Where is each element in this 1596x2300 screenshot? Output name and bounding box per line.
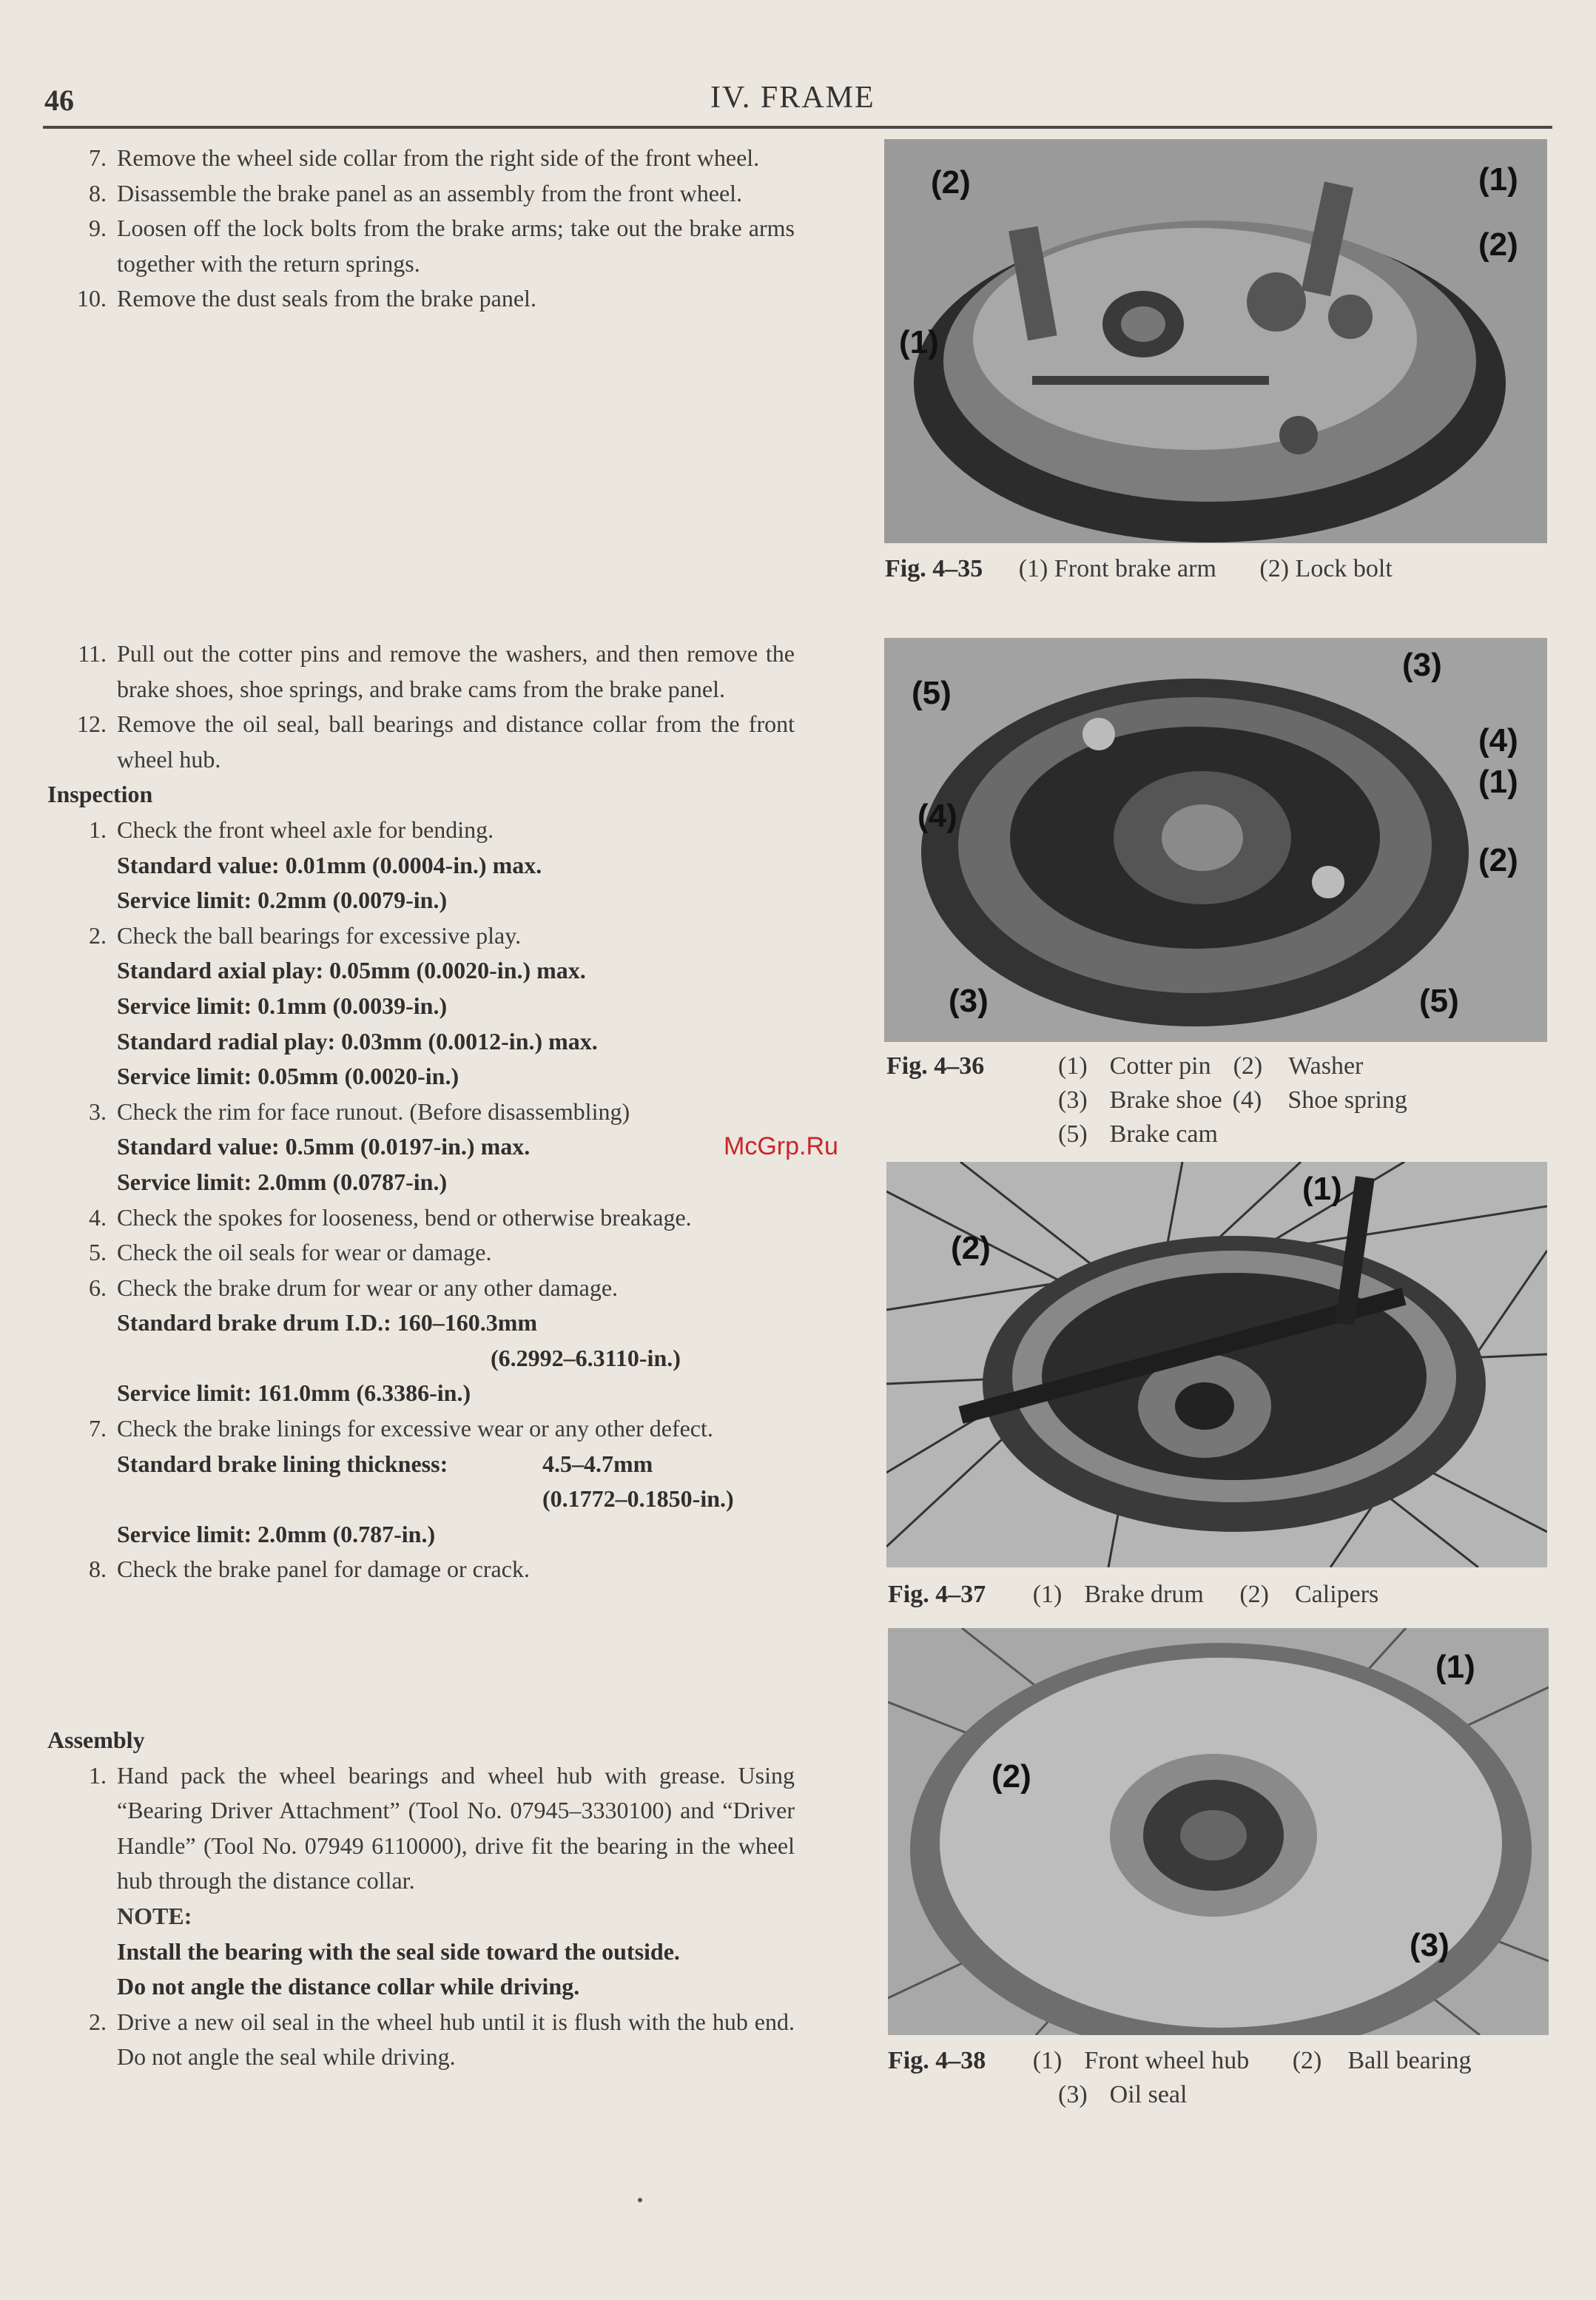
figure-4-38-caption: Fig. 4–38 (1) Front wheel hub (2) Ball bearing — [888, 2047, 1472, 2074]
fig38-legend-row-2: (3) Oil seal — [1058, 2081, 1188, 2108]
fig37-callout: (1) — [1302, 1171, 1342, 1207]
figure-4-37-caption: Fig. 4–37 (1) Brake drum (2) Calipers — [888, 1581, 1379, 1608]
spec-drum-standard: Standard brake drum I.D.: 160–160.3mm — [117, 1309, 538, 1336]
figure-4-35-caption: Fig. 4–35 (1) Front brake arm (2) Lock bolt — [885, 555, 1393, 582]
spec-axial-limit: Service limit: 0.1mm (0.0039-in.) — [117, 992, 448, 1019]
figure-4-36-photo — [884, 638, 1547, 1042]
fig36-callout: (3) — [949, 983, 989, 1019]
disassembly-steps-top — [47, 141, 795, 317]
step-10: 10. Remove the dust seals from the brake panel. — [77, 285, 536, 312]
fig38-callout: (2) — [991, 1758, 1031, 1795]
fig36-callout: (3) — [1402, 647, 1442, 683]
inspection-step-8: 8. Check the brake panel for damage or crack. — [89, 1556, 530, 1583]
inspection-step-1: 1. Check the front wheel axle for bending. — [89, 816, 494, 843]
assembly-step-2: 2. Drive a new oil seal in the wheel hub until it is flush with the hub end. Do not angle the seal while driving. — [89, 2008, 795, 2071]
spec-drum-limit: Service limit: 161.0mm (6.3386-in.) — [117, 1379, 471, 1407]
fig36-callout: (4) — [1478, 722, 1518, 759]
spec-lining-standard: Standard brake lining thickness: 4.5–4.7mm — [117, 1450, 653, 1477]
inspection-step-3: 3. Check the rim for face runout. (Before disassembling) — [89, 1097, 630, 1125]
step-11: 11. Pull out the cotter pins and remove the washers, and then remove the brake shoes, shoe springs, and brake cams from the brake panel. — [78, 640, 795, 702]
figure-4-35-photo — [884, 139, 1547, 543]
fig36-legend-row-1: (1) Cotter pin (2) Washer — [1058, 1052, 1364, 1080]
fig35-callout: (1) — [899, 324, 939, 360]
inspection-heading: Inspection — [47, 781, 153, 808]
fig38-callout: (1) — [1435, 1649, 1475, 1685]
spec-runout-standard: Standard value: 0.5mm (0.0197-in.) max. — [117, 1133, 531, 1160]
figure-4-37-photo — [886, 1162, 1547, 1567]
brake-drum-illustration — [886, 1162, 1547, 1567]
fig35-callout: (2) — [931, 164, 971, 201]
page-speck — [638, 2198, 642, 2202]
header-rule — [43, 126, 1552, 129]
inspection-step-5: 5. Check the oil seals for wear or damage. — [89, 1239, 492, 1266]
note-label: NOTE: — [117, 1902, 192, 1929]
spec-runout-limit: Service limit: 2.0mm (0.0787-in.) — [117, 1168, 448, 1195]
step-9: 9. Loosen off the lock bolts from the brake arms; take out the brake arms together with the return springs. — [89, 215, 795, 277]
disassembly-steps-mid — [47, 636, 795, 1587]
spec-lining-standard-in: (0.1772–0.1850-in.) — [542, 1485, 734, 1513]
assembly-section — [47, 1723, 795, 2075]
fig35-callout: (1) — [1478, 161, 1518, 198]
inspection-step-6: 6. Check the brake drum for wear or any other damage. — [89, 1274, 619, 1301]
wheel-hub-illustration — [888, 1628, 1549, 2035]
fig36-legend-row-3: (5) Brake cam — [1058, 1120, 1218, 1148]
fig36-legend-row-2: (3) Brake shoe (4) Shoe spring — [1058, 1086, 1407, 1114]
step-8: 8. Disassemble the brake panel as an assembly from the front wheel. — [89, 179, 743, 206]
spec-lining-limit: Service limit: 2.0mm (0.787-in.) — [117, 1520, 436, 1547]
fig35-callout: (2) — [1478, 226, 1518, 263]
spec-axle-standard: Standard value: 0.01mm (0.0004-in.) max. — [117, 851, 542, 878]
note-line-1: Install the bearing with the seal side toward the outside. — [117, 1937, 680, 1965]
fig36-callout: (2) — [1478, 842, 1518, 878]
page-number: 46 — [44, 84, 74, 117]
section-title: IV. FRAME — [710, 81, 875, 115]
assembly-heading: Assembly — [47, 1726, 145, 1753]
spec-axle-limit: Service limit: 0.2mm (0.0079-in.) — [117, 887, 448, 914]
fig36-callout: (5) — [1419, 983, 1459, 1019]
spec-axial-play: Standard axial play: 0.05mm (0.0020-in.) max. — [117, 957, 586, 984]
inspection-step-2: 2. Check the ball bearings for excessive play. — [89, 921, 522, 949]
inspection-step-7: 7. Check the brake linings for excessive wear or any other defect. — [89, 1415, 713, 1442]
assembly-step-1: 1. Hand pack the wheel bearings and wheel hub with grease. Using “Bearing Driver Attachment” (Tool No. 07945–3330100) and “Driver Handle” (Tool No. 07949 6110000), drive fit the bearing in the wheel hub through the distance collar. — [89, 1761, 795, 1894]
figure-4-36-caption: Fig. 4–36 — [886, 1052, 985, 1080]
step-7: 7. Remove the wheel side collar from the right side of the front wheel. — [89, 144, 760, 171]
figure-4-38-photo — [888, 1628, 1549, 2035]
note-line-2: Do not angle the distance collar while driving. — [117, 1973, 580, 2000]
spec-radial-play: Standard radial play: 0.03mm (0.0012-in.) max. — [117, 1027, 598, 1055]
watermark: McGrp.Ru — [724, 1132, 838, 1160]
fig36-callout: (4) — [917, 798, 957, 834]
fig38-callout: (3) — [1410, 1927, 1449, 1963]
spec-drum-standard-in: (6.2992–6.3110-in.) — [491, 1344, 681, 1371]
step-12: 12. Remove the oil seal, ball bearings and distance collar from the front wheel hub. — [77, 710, 795, 773]
brake-shoe-illustration — [884, 638, 1547, 1042]
spec-radial-limit: Service limit: 0.05mm (0.0020-in.) — [117, 1063, 459, 1090]
fig37-callout: (2) — [951, 1230, 991, 1266]
brake-panel-illustration — [884, 139, 1547, 543]
inspection-step-4: 4. Check the spokes for looseness, bend or otherwise breakage. — [89, 1203, 692, 1231]
fig36-callout: (5) — [912, 675, 952, 711]
fig36-callout: (1) — [1478, 764, 1518, 800]
